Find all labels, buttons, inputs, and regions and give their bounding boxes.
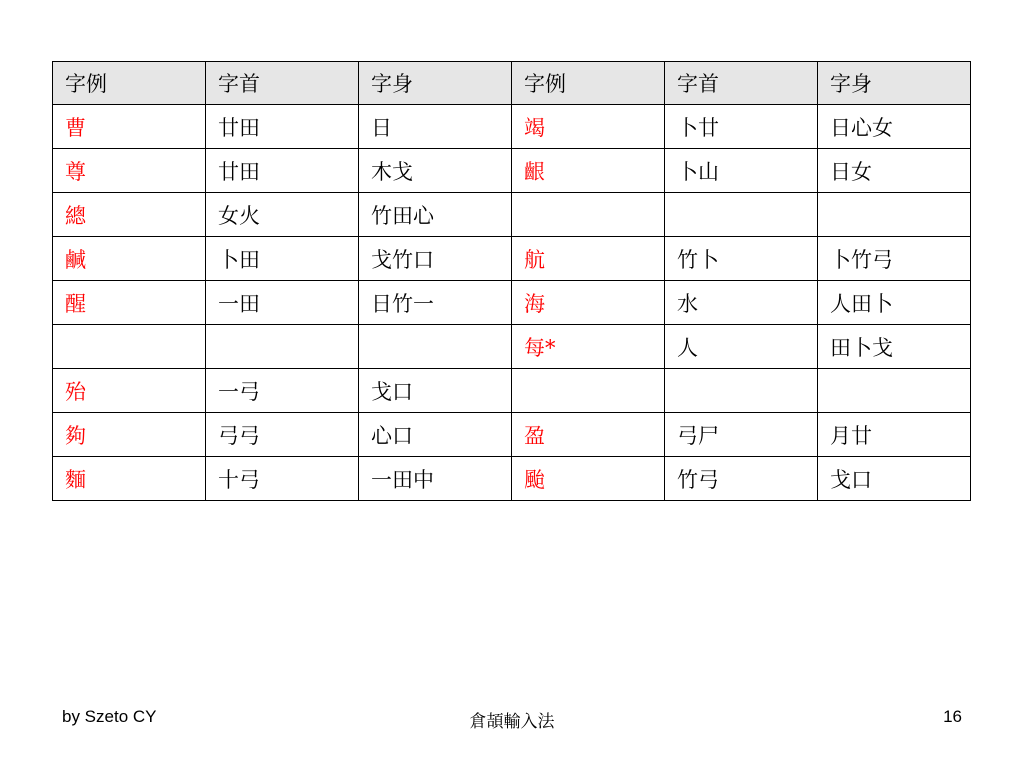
table-row xyxy=(53,105,971,149)
header-first-part-1: 字首 xyxy=(206,62,359,105)
example-character xyxy=(512,193,665,237)
table-row xyxy=(53,325,971,369)
example-character: 盈 xyxy=(512,413,665,457)
header-body-part-1: 字身 xyxy=(359,62,512,105)
first-part-code xyxy=(206,325,359,369)
body-part-code: 人田卜 xyxy=(818,281,971,325)
example-character: 殆 xyxy=(53,369,206,413)
body-part-code: 日 xyxy=(359,105,512,149)
first-part-code: 廿田 xyxy=(206,105,359,149)
example-character: 曹 xyxy=(53,105,206,149)
example-character: 鹹 xyxy=(53,237,206,281)
body-part-code xyxy=(818,193,971,237)
first-part-code: 弓尸 xyxy=(665,413,818,457)
example-character: 颱 xyxy=(512,457,665,501)
example-character: 醒 xyxy=(53,281,206,325)
body-part-code: 日竹一 xyxy=(359,281,512,325)
example-character xyxy=(53,325,206,369)
table-row xyxy=(53,457,971,501)
first-part-code: 卜廿 xyxy=(665,105,818,149)
header-first-part-2: 字首 xyxy=(665,62,818,105)
body-part-code: 戈口 xyxy=(359,369,512,413)
first-part-code: 卜田 xyxy=(206,237,359,281)
table-row xyxy=(53,281,971,325)
first-part-code xyxy=(665,193,818,237)
example-character: 航 xyxy=(512,237,665,281)
table-row xyxy=(53,237,971,281)
table-header-row xyxy=(53,62,971,105)
body-part-code: 一田中 xyxy=(359,457,512,501)
body-part-code xyxy=(359,325,512,369)
body-part-code: 戈口 xyxy=(818,457,971,501)
first-part-code: 一弓 xyxy=(206,369,359,413)
body-part-code: 心口 xyxy=(359,413,512,457)
table-row xyxy=(53,369,971,413)
first-part-code: 弓弓 xyxy=(206,413,359,457)
table-row xyxy=(53,413,971,457)
example-character: 齦 xyxy=(512,149,665,193)
first-part-code: 一田 xyxy=(206,281,359,325)
body-part-code: 日女 xyxy=(818,149,971,193)
body-part-code: 田卜戈 xyxy=(818,325,971,369)
first-part-code: 竹卜 xyxy=(665,237,818,281)
body-part-code: 木戈 xyxy=(359,149,512,193)
example-character: 每* xyxy=(512,325,665,369)
body-part-code xyxy=(818,369,971,413)
first-part-code: 十弓 xyxy=(206,457,359,501)
example-character: 尊 xyxy=(53,149,206,193)
example-character: 總 xyxy=(53,193,206,237)
page-number: 16 xyxy=(943,707,962,726)
header-example-1: 字例 xyxy=(53,62,206,105)
first-part-code: 廿田 xyxy=(206,149,359,193)
example-character: 竭 xyxy=(512,105,665,149)
header-body-part-2: 字身 xyxy=(818,62,971,105)
first-part-code xyxy=(665,369,818,413)
table-row xyxy=(53,193,971,237)
body-part-code: 卜竹弓 xyxy=(818,237,971,281)
body-part-code: 竹田心 xyxy=(359,193,512,237)
example-character: 海 xyxy=(512,281,665,325)
example-character xyxy=(512,369,665,413)
first-part-code: 人 xyxy=(665,325,818,369)
first-part-code: 卜山 xyxy=(665,149,818,193)
first-part-code: 竹弓 xyxy=(665,457,818,501)
example-character: 麵 xyxy=(53,457,206,501)
body-part-code: 日心女 xyxy=(818,105,971,149)
footer-title: 倉頡輸入法 xyxy=(469,712,555,731)
body-part-code: 戈竹口 xyxy=(359,237,512,281)
body-part-code: 月廿 xyxy=(818,413,971,457)
first-part-code: 水 xyxy=(665,281,818,325)
example-character: 夠 xyxy=(53,413,206,457)
radical-table xyxy=(52,61,971,501)
footer-author: by Szeto CY xyxy=(62,707,157,726)
header-example-2: 字例 xyxy=(512,62,665,105)
table-row xyxy=(53,149,971,193)
first-part-code: 女火 xyxy=(206,193,359,237)
